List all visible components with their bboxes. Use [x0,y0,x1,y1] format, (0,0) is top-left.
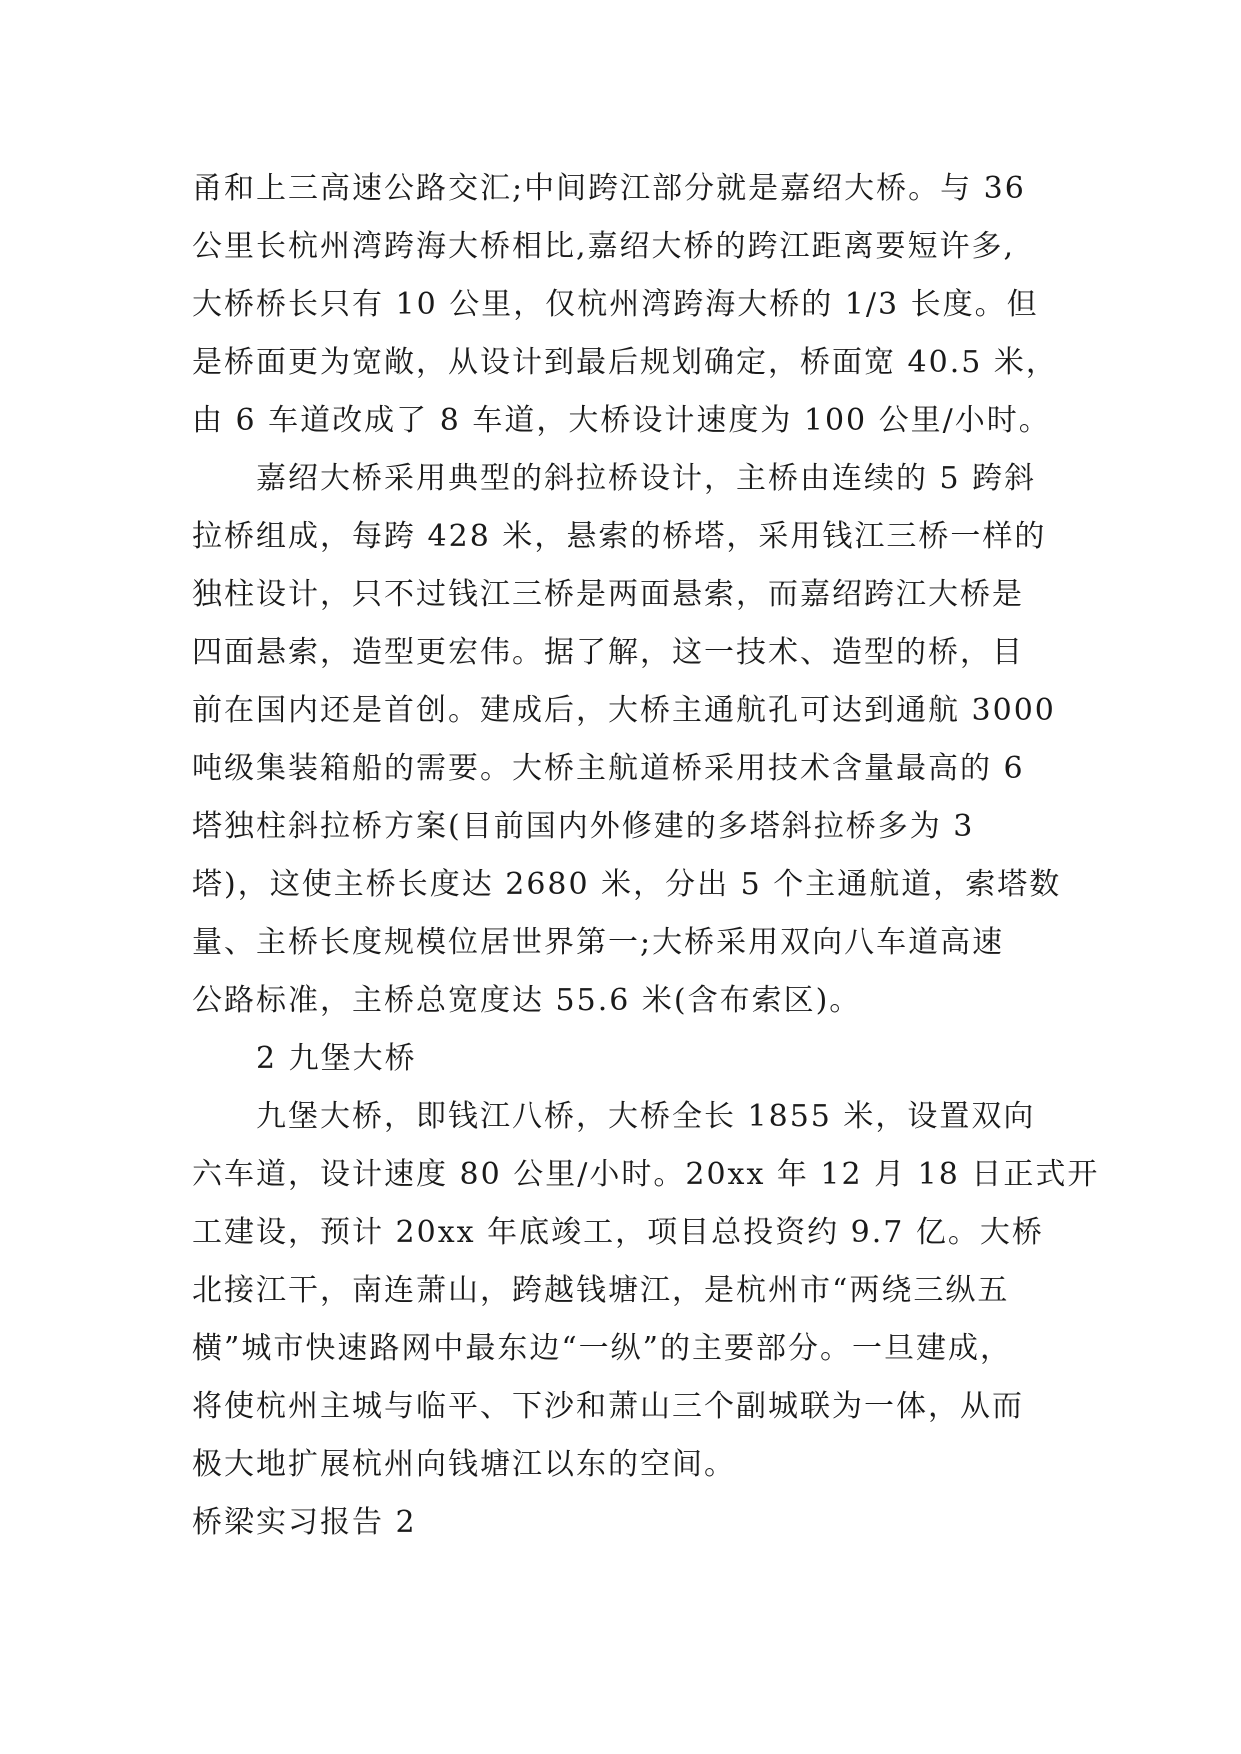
text-line: 四面悬索，造型更宏伟。据了解，这一技术、造型的桥，目 [192,635,1024,670]
text-line: 北接江干，南连萧山，跨越钱塘江，是杭州市“两绕三纵五 [192,1273,1010,1308]
text-line: 公路标准，主桥总宽度达 55.6 米(含布索区)。 [192,983,862,1018]
text-line: 桥梁实习报告 2 [192,1505,417,1540]
text-line: 极大地扩展杭州向钱塘江以东的空间。 [192,1447,736,1482]
text-line: 是桥面更为宽敞，从设计到最后规划确定，桥面宽 40.5 米， [192,345,1058,380]
text-line: 塔独柱斜拉桥方案(目前国内外修建的多塔斜拉桥多为 3 [192,809,975,844]
text-line: 独柱设计，只不过钱江三桥是两面悬索，而嘉绍跨江大桥是 [192,577,1024,612]
text-line: 六车道，设计速度 80 公里/小时。20xx 年 12 月 18 日正式开 [192,1157,1100,1192]
text-line: 横”城市快速路网中最东边“一纵”的主要部分。一旦建成， [192,1331,1013,1366]
text-line: 由 6 车道改成了 8 车道，大桥设计速度为 100 公里/小时。 [192,403,1051,438]
text-line: 2 九堡大桥 [256,1041,417,1076]
text-line: 九堡大桥，即钱江八桥，大桥全长 1855 米，设置双向 [256,1099,1036,1134]
text-line: 量、主桥长度规模位居世界第一;大桥采用双向八车道高速 [192,925,1005,960]
text-line: 吨级集装箱船的需要。大桥主航道桥采用技术含量最高的 6 [192,751,1025,786]
text-line: 将使杭州主城与临平、下沙和萧山三个副城联为一体，从而 [192,1389,1024,1424]
text-line: 公里长杭州湾跨海大桥相比,嘉绍大桥的跨江距离要短许多, [192,229,1016,264]
document-body [192,160,1100,1552]
text-line: 塔)，这使主桥长度达 2680 米，分出 5 个主通航道，索塔数 [192,867,1062,902]
text-line: 拉桥组成，每跨 428 米，悬索的桥塔，采用钱江三桥一样的 [192,519,1047,554]
text-line: 工建设，预计 20xx 年底竣工，项目总投资约 9.7 亿。大桥 [192,1215,1044,1250]
text-line: 前在国内还是首创。建成后，大桥主通航孔可达到通航 3000 [192,693,1056,728]
text-line: 大桥桥长只有 10 公里，仅杭州湾跨海大桥的 1/3 长度。但 [192,287,1039,322]
text-line: 嘉绍大桥采用典型的斜拉桥设计，主桥由连续的 5 跨斜 [256,461,1037,496]
text-line: 甬和上三高速公路交汇;中间跨江部分就是嘉绍大桥。与 36 [192,171,1026,206]
